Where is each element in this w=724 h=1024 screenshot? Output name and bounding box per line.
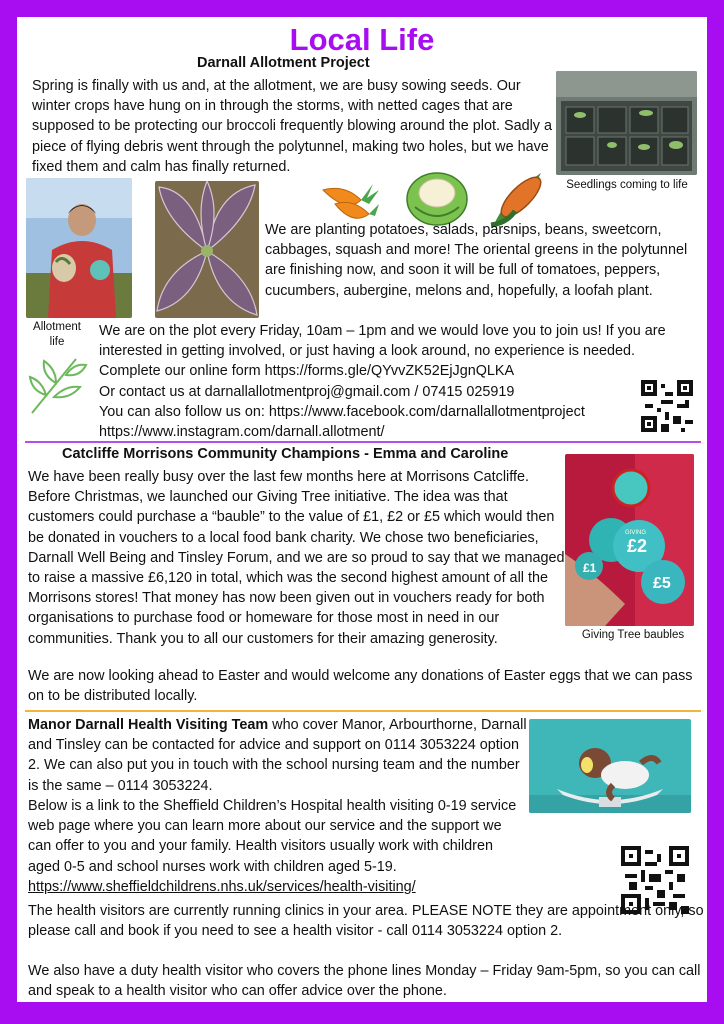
health-para4: We also have a duty health visitor who covers the phone lines Monday – Friday 9am-5pm, so you can call and speak to a health visitor who can offer advice over the phone. [28,963,701,1000]
health-link[interactable]: https://www.sheffieldchildrens.nhs.uk/services/health-visiting/ [28,879,416,895]
leaf-sketch-icon [26,351,88,417]
health-intro [28,715,528,796]
form-link-text[interactable]: Complete our online form https://forms.gle/QYvvZK52EjJgnQLKA [99,363,515,380]
morrisons-heading: Catcliffe Morrisons Community Champions - Emma and Caroline [62,446,509,462]
newsletter-page [17,17,707,1002]
allotment-caption-line2: life [49,336,65,348]
baubles-caption: Giving Tree baubles [581,629,685,641]
facebook-text[interactable]: You can also follow us on: https://www.facebook.com/darnallallotmentproject [99,403,585,420]
allotment-planting: We are planting potatoes, salads, parsnips, beans, sweetcorn, cabbages, squash and more! The oriental greens in the polytunnel are finishing now, and soon it will be full of tomatoes, peppers, cucumbers, aubergine, melons and, hopefully, a loofah plant. [265,222,688,299]
morrisons-para2: We are now looking ahead to Easter and would welcome any donations of Easter eggs that we can pass on to be distributed locally. [28,668,693,705]
bauble-label-1: £1 [583,561,597,575]
health-para3: The health visitors are currently running clinics in your area. PLEASE NOTE they are appointment only, so please call and book if you need to see a health visitor - call 0114 3053224 option 2. [28,903,704,940]
instagram-text[interactable]: https://www.instagram.com/darnall.allotment/ [99,424,385,441]
contact-text: Or contact us at darnallallotmentproj@gmail.com / 07415 025919 [99,383,515,400]
allotment-intro: Spring is finally with us and, at the allotment, we are busy sowing seeds. Our winter crops have hung on in through the storms, with netted cages that are supposed to be protecting our broccoli frequently blowing around the plot. Sadly a piece of flying debris went through the polytunnel, making two holes, but we have fixed them and calm has finally returned. [32,78,552,175]
page-title: Local Life [289,22,435,57]
seedlings-photo [556,71,697,175]
bauble-giving-text: GIVING [625,530,647,536]
health-team-name: Manor Darnall Health Visiting Team [28,717,269,733]
allotment-person-photo [26,178,132,318]
allotment-qr-code[interactable] [641,380,693,432]
allotment-heading: Darnall Allotment Project [197,55,370,71]
purple-cabbage-photo [155,181,259,318]
section-divider-purple [25,441,701,443]
health-para1 [28,715,528,796]
bauble-label-2: £2 [627,536,648,556]
giving-tree-baubles-photo [565,454,694,626]
health-para2: Below is a link to the Sheffield Children’s Hospital health visiting 0-19 service web page where you can learn more about our service and the support we can offer to you and your family. Health visitors usually work with children aged 0-5 and school nurses work with children aged 5-19. [28,798,517,875]
health-intro-text: who cover Manor, Arbourthorne, Darnall and Tinsley can be contacted for advice and support on 0114 3053224 option 2. We can also put you in touch with the school nursing team and the number is the same – 0114 3053224. [28,717,527,794]
section-divider-orange [25,710,701,712]
baby-scale-illustration [529,719,691,813]
allotment-caption-line1: Allotment [33,321,81,333]
join-text: We are on the plot every Friday, 10am – 1pm and we would love you to join us! If you are interested in getting involved, or just having a look around, no experience is needed. [99,323,666,360]
cauliflower-icon [405,167,469,227]
seedlings-caption: Seedlings coming to life [566,179,688,191]
allotment-join [99,321,703,442]
carrots-icon [317,174,381,226]
bauble-label-3: £5 [653,575,671,592]
morrisons-para1: We have been really busy over the last few months here at Morrisons Catcliffe. Before Christmas, we launched our Giving Tree initiative. The idea was that customers could purchase a “bauble” to the value of £1, £2 or £5 which would then be donated in vouchers to a local food bank charity. We chose two beneficiaries, Darnall Well Being and Tinsley Forum, and we are so proud to say that we managed to raise a massive £6,120 in total, which was the second highest amount of all the Morrisons stores! That money has now been given out in vouchers ready for both organisations to purchase food or homeware for those most in need in our communities. Thank you to all our customers for their amazing generosity. [28,469,565,647]
